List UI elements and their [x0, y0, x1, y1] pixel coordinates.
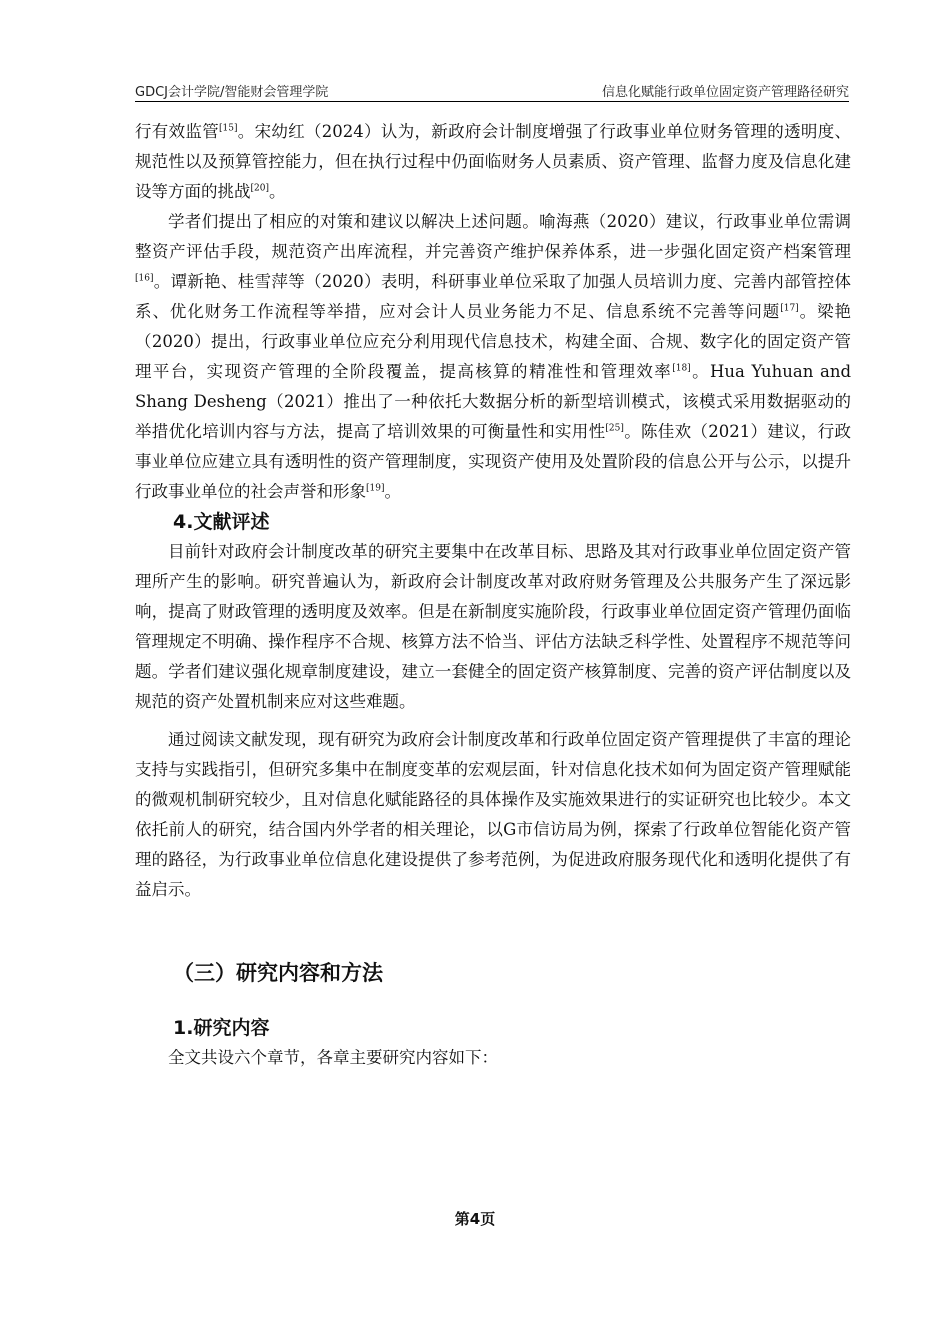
- page-body: [135, 117, 851, 1073]
- citation: [16]: [135, 273, 154, 284]
- section-heading: （三）研究内容和方法: [173, 961, 383, 985]
- citation: [19]: [366, 483, 385, 494]
- header-rule: [135, 101, 849, 102]
- page-number: 第4页: [454, 1210, 496, 1228]
- paragraph-review-2: 通过阅读文献发现，现有研究为政府会计制度改革和行政单位固定资产管理提供了丰富的理论支持与实践指引，但研究多集中在制度变革的宏观层面，针对信息化技术如何为固定资产管理赋能的微观机制研究较少，且对信息化赋能路径的具体操作及实施效果进行的实证研究也比较少。本文依托前人的研究，结合国内外学者的相关理论，以G市信访局为例，探索了行政单位智能化资产管理的路径，为行政事业单位信息化建设提供了参考范例，为促进政府服务现代化和透明化提供了有益启示。: [135, 730, 851, 899]
- paragraph-review-1: 目前针对政府会计制度改革的研究主要集中在改革目标、思路及其对行政事业单位固定资产管理所产生的影响。研究普遍认为，新政府会计制度改革对政府财务管理及公共服务产生了深远影响，提高了财政管理的透明度及效率。但是在新制度实施阶段，行政事业单位固定资产管理仍面临管理规定不明确、操作程序不合规、核算方法不恰当、评估方法缺乏科学性、处置程序不规范等问题。学者们建议强化规章制度建设，建立一套健全的固定资产核算制度、完善的资产评估制度以及规范的资产处置机制来应对这些难题。: [135, 542, 851, 711]
- running-header: [135, 75, 849, 103]
- citation: [17]: [780, 303, 799, 314]
- paragraph-continued: 行有效监管[15]。宋幼红（2024）认为，新政府会计制度增强了行政事业单位财务管理的透明度、规范性以及预算管控能力，但在执行过程中仍面临财务人员素质、资产管理、监督力度及信息化建设等方面的挑战[20]。: [135, 122, 852, 201]
- heading-literature-review: 4.文献评述: [173, 511, 270, 533]
- heading-research-content: 1.研究内容: [173, 1017, 270, 1039]
- citation: [25]: [605, 423, 624, 434]
- paragraph-chapters-intro: 全文共设六个章节，各章主要研究内容如下：: [168, 1048, 498, 1067]
- citation: [15]: [219, 123, 238, 134]
- header-thesis-title: 信息化赋能行政单位固定资产管理路径研究: [601, 85, 849, 100]
- citation: [20]: [250, 183, 269, 194]
- citation: [18]: [672, 363, 691, 374]
- header-institution: GDCJ会计学院/智能财会管理学院: [135, 85, 329, 100]
- paragraph-countermeasures: 学者们提出了相应的对策和建议以解决上述问题。喻海燕（2020）建议，行政事业单位需调整资产评估手段，规范资产出库流程，并完善资产维护保养体系，进一步强化固定资产档案管理[16]。谭新艳、桂雪萍等（2020）表明，科研事业单位采取了加强人员培训力度、完善内部管控体系、优化财务工作流程等举措，应对会计人员业务能力不足、信息系统不完善等问题[17]。梁艳（2020）提出，行政事业单位应充分利用现代信息技术，构建全面、合规、数字化的固定资产管理平台，实现资产管理的全阶段覆盖，提高核算的精准性和管理效率[18]。Hua Yuhuan and Shang Desheng（2021）推出了一种依托大数据分析的新型培训模式，该模式采用数据驱动的举措优化培训内容与方法，提高了培训效果的可衡量性和实用性[25]。陈佳欢（2021）建议，行政事业单位应建立具有透明性的资产管理制度，实现资产使用及处置阶段的信息公开与公示，以提升行政事业单位的社会声誉和形象[19]。: [135, 212, 852, 501]
